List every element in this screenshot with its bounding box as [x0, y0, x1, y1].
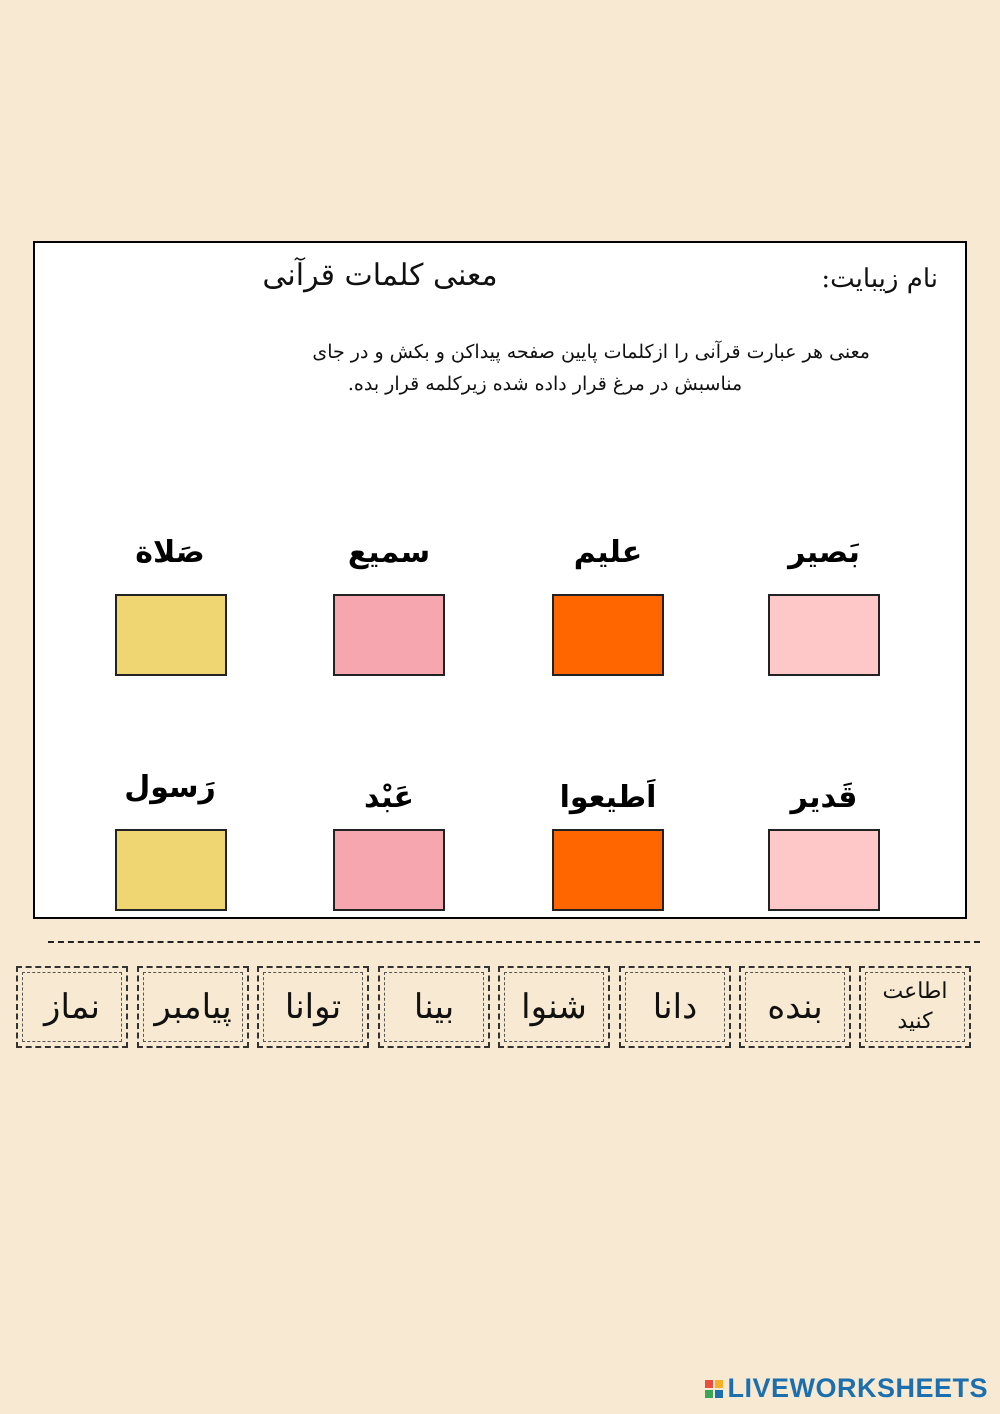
- answer-tile-label-line1: اطاعت: [882, 979, 948, 1004]
- answer-tile-label: پیامبر: [154, 987, 232, 1027]
- quran-word: عَبْد: [363, 780, 415, 815]
- logo-square-icon: [715, 1380, 723, 1388]
- answer-tile[interactable]: [257, 966, 369, 1048]
- page-title: معنی کلمات قرآنی: [262, 258, 498, 293]
- answer-tile-label: بنده: [767, 987, 823, 1027]
- instructions-line-2: مناسبش در مرغ قرار داده شده زیرکلمه قرار بده.: [347, 373, 743, 395]
- answer-tile-label: شنوا: [521, 987, 587, 1027]
- answer-tile-label: توانا: [284, 987, 342, 1027]
- answer-tile[interactable]: [137, 966, 249, 1048]
- drop-box[interactable]: [115, 594, 227, 676]
- answer-tile-label: دانا: [652, 987, 698, 1027]
- answer-tile[interactable]: [859, 966, 971, 1048]
- quran-word: صَلاة: [135, 535, 205, 570]
- name-label: نام زیبایت:: [821, 264, 938, 294]
- answer-tile-label-line2: کنید: [897, 1009, 933, 1034]
- drop-box[interactable]: [115, 829, 227, 911]
- instructions: [160, 336, 870, 400]
- logo-text: LIVEWORKSHEETS: [727, 1373, 988, 1403]
- answer-tile[interactable]: [378, 966, 490, 1048]
- answer-tile[interactable]: [619, 966, 731, 1048]
- answer-tile[interactable]: [739, 966, 851, 1048]
- logo-square-icon: [705, 1380, 713, 1388]
- logo-square-icon: [705, 1390, 713, 1398]
- answer-tile-label: نماز: [44, 987, 100, 1027]
- cut-line: [48, 941, 980, 943]
- quran-word: بَصیر: [788, 535, 860, 570]
- quran-word: قَدیر: [790, 780, 858, 815]
- quran-word: سمیع: [347, 535, 431, 570]
- drop-box[interactable]: [333, 594, 445, 676]
- logo-icon: [705, 1380, 723, 1398]
- answer-tile[interactable]: [498, 966, 610, 1048]
- instructions-line-1: معنی هر عبارت قرآنی را ازکلمات پایین صفحه پیداکن و بکش و در جای: [312, 341, 870, 363]
- liveworksheets-logo: [705, 1373, 988, 1404]
- quran-word: اَطیعوا: [559, 780, 657, 815]
- drop-box[interactable]: [768, 594, 880, 676]
- drop-box[interactable]: [768, 829, 880, 911]
- quran-word: رَسول: [124, 770, 216, 805]
- drop-box[interactable]: [552, 594, 664, 676]
- quran-word: علیم: [573, 535, 643, 570]
- answer-tile[interactable]: [16, 966, 128, 1048]
- drop-box[interactable]: [552, 829, 664, 911]
- answer-tile-label: بینا: [413, 987, 455, 1027]
- drop-box[interactable]: [333, 829, 445, 911]
- logo-square-icon: [715, 1390, 723, 1398]
